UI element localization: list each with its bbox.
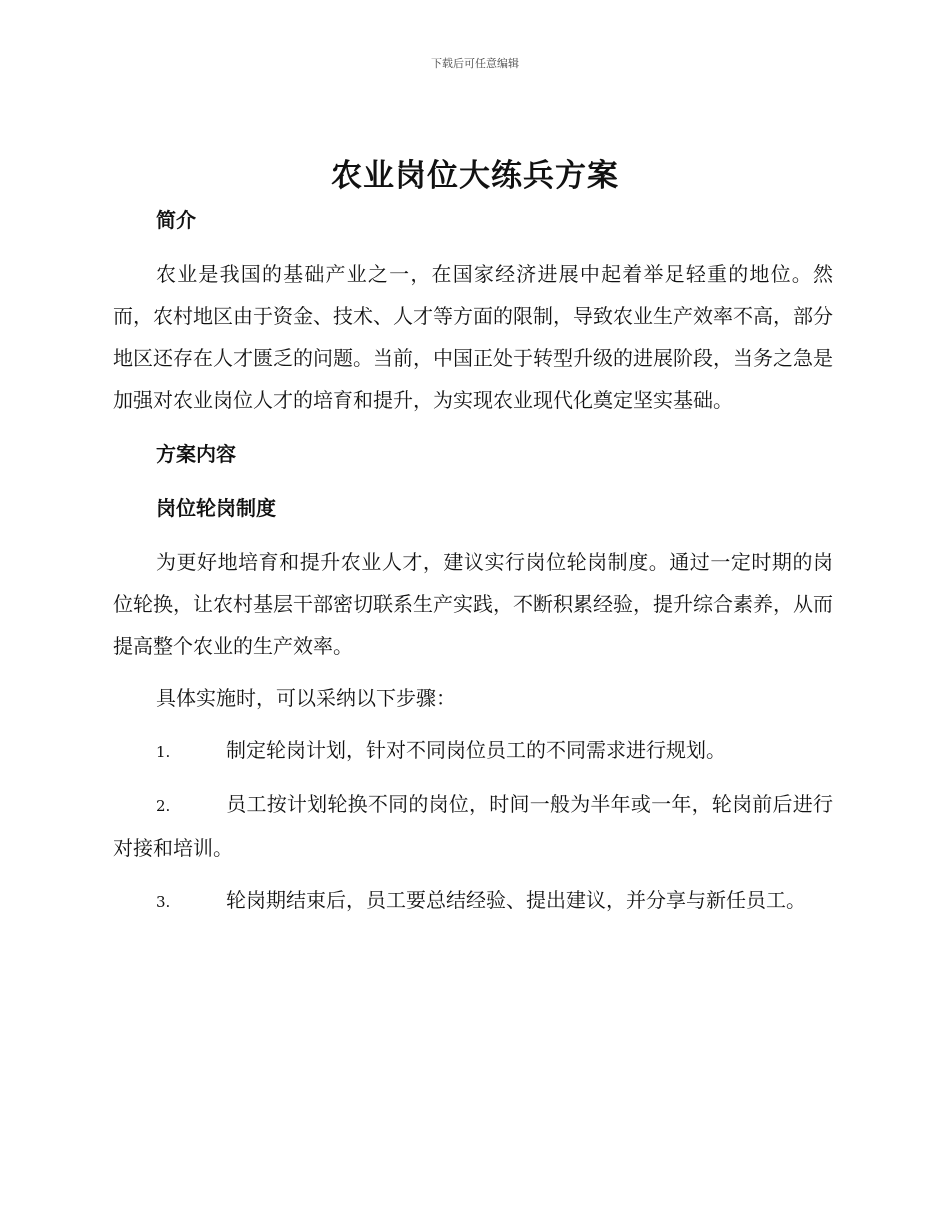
list-item-number: 3. xyxy=(156,893,171,911)
intro-paragraph: 农业是我国的基础产业之一，在国家经济进展中起着举足轻重的地位。然而，农村地区由于资金、技术、人才等方面的限制，导致农业生产效率不高，部分地区还存在人才匮乏的问题。当前，中国正处于转型升级的进展阶段，当务之急是加强对农业岗位人才的培育和提升，为实现农业现代化奠定坚实基础。 xyxy=(113,262,833,412)
rotation-heading: 岗位轮岗制度 xyxy=(156,496,276,520)
plan-heading: 方案内容 xyxy=(156,442,236,466)
list-item-text: 员工按计划轮换不同的岗位，时间一般为半年或一年，轮岗前后进行对接和培训。 xyxy=(113,792,833,860)
list-item-text: 制定轮岗计划，针对不同岗位员工的不同需求进行规划。 xyxy=(226,738,726,762)
list-item xyxy=(113,879,833,923)
steps-intro: 具体实施时，可以采纳以下步骤： xyxy=(156,686,456,710)
list-item xyxy=(113,783,833,869)
header-note: 下载后可任意编辑 xyxy=(431,57,519,70)
rotation-paragraph: 为更好地培育和提升农业人才，建议实行岗位轮岗制度。通过一定时期的岗位轮换，让农村基层干部密切联系生产实践，不断积累经验，提升综合素养，从而提高整个农业的生产效率。 xyxy=(113,550,833,658)
list-item-text: 轮岗期结束后，员工要总结经验、提出建议，并分享与新任员工。 xyxy=(226,888,806,912)
document-body xyxy=(113,203,833,923)
list-item-number: 1. xyxy=(156,743,171,761)
list-item xyxy=(113,729,833,773)
document-title: 农业岗位大练兵方案 xyxy=(331,158,619,194)
list-item-number: 2. xyxy=(156,797,171,815)
intro-heading: 简介 xyxy=(156,208,196,232)
